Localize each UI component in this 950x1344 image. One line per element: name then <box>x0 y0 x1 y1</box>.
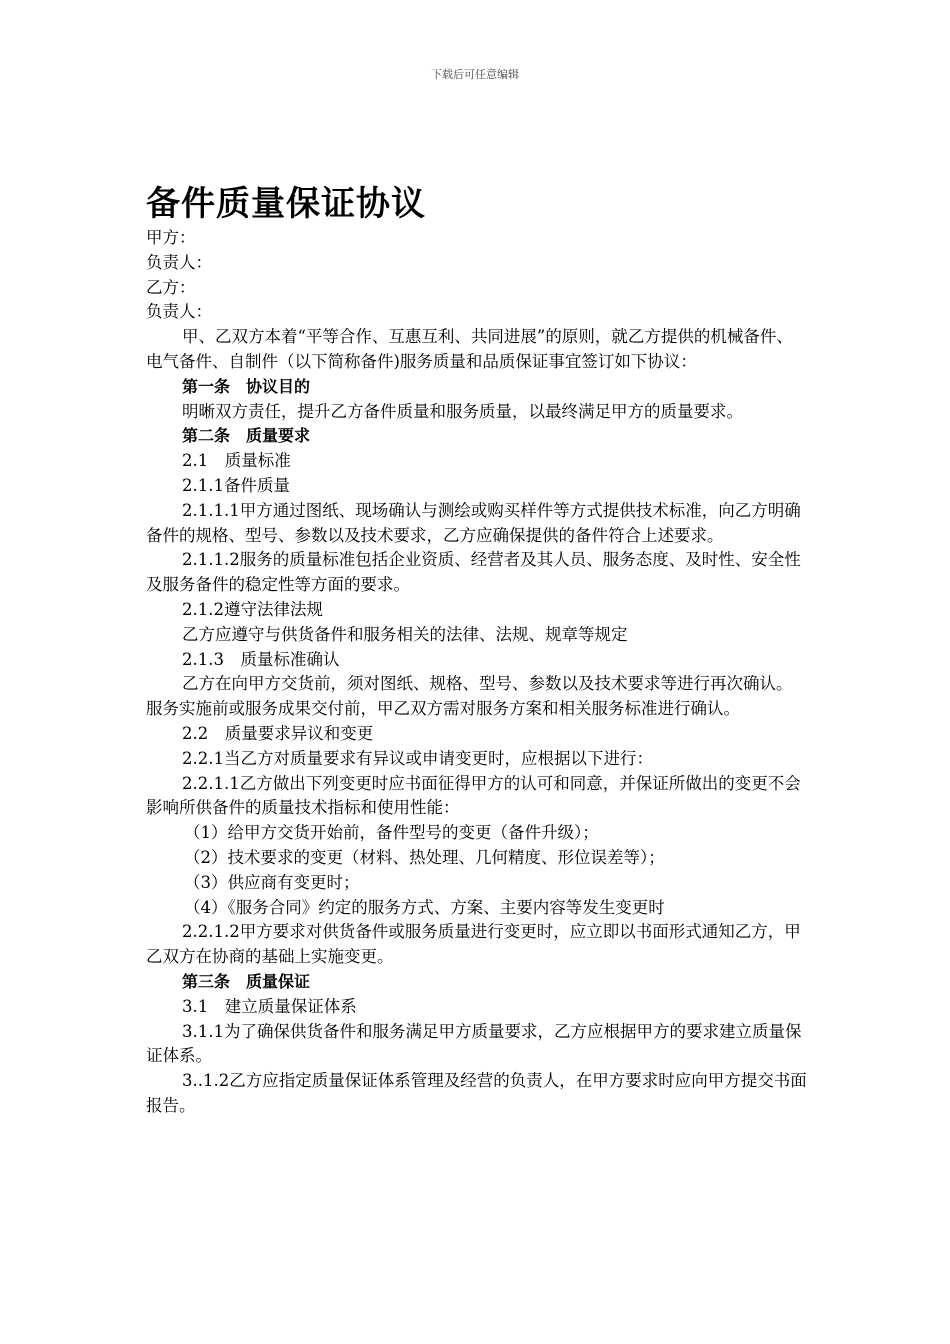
section-2-2-1: 2.2.1当乙方对质量要求有异议或申请变更时，应根据以下进行： <box>182 748 653 768</box>
section-2-2-1-2: 2.2.1.2甲方要求对供货备件或服务质量进行变更时，应立即以书面形式通知乙方，甲乙双方在协商的基础上实施变更。 <box>146 922 801 967</box>
section-2-1-3: 2.1.3 质量标准确认 <box>182 649 340 669</box>
section-3-1: 3.1 建立质量保证体系 <box>182 996 357 1016</box>
list-item: （1）给甲方交货开始前，备件型号的变更（备件升级）； <box>184 823 599 843</box>
section-2-1-2-text: 乙方应遵守与供货备件和服务相关的法律、法规、规章等规定 <box>182 624 628 644</box>
article-1-title: 第一条 协议目的 <box>182 376 311 396</box>
list-item: （2）技术要求的变更（材料、热处理、几何精度、形位误差等）； <box>184 847 665 867</box>
section-2-1-1: 2.1.1备件质量 <box>182 475 290 495</box>
party-a-representative: 负责人： <box>146 252 212 272</box>
section-2-1-3-text: 乙方在向甲方交货前，须对图纸、规格、型号、参数以及技术要求等进行再次确认。服务实施前或服务成果交付前，甲乙双方需对服务方案和相关服务标准进行确认。 <box>146 674 793 719</box>
document-title: 备件质量保证协议 <box>146 184 426 224</box>
party-b: 乙方： <box>146 277 196 297</box>
section-2-1-1-2: 2.1.1.2服务的质量标准包括企业资质、经营者及其人员、服务态度、及时性、安全性及服务备件的稳定性等方面的要求。 <box>146 550 801 595</box>
page-header-note: 下载后可任意编辑 <box>431 68 519 81</box>
preamble: 甲、乙双方本着“平等合作、互惠互利、共同进展”的原则，就乙方提供的机械备件、电气备件、自制件（以下简称备件)服务质量和品质保证事宜签订如下协议： <box>146 327 793 371</box>
section-3-1-2: 3..1.2乙方应指定质量保证体系管理及经营的负责人，在甲方要求时应向甲方提交书面报告。 <box>146 1071 807 1115</box>
section-2-2: 2.2 质量要求异议和变更 <box>182 723 374 743</box>
section-2-2-1-1: 2.2.1.1乙方做出下列变更时应书面征得甲方的认可和同意，并保证所做出的变更不会影响所供备件的质量技术指标和使用性能： <box>146 773 801 818</box>
list-item: （4）《服务合同》约定的服务方式、方案、主要内容等发生变更时 <box>184 897 665 917</box>
section-2-1-label: 2.1 质量标准 <box>182 451 291 471</box>
section-3-1-1: 3.1.1为了确保供货备件和服务满足甲方质量要求，乙方应根据甲方的要求建立质量保证体系。 <box>146 1021 802 1066</box>
section-2-1-1-1: 2.1.1.1甲方通过图纸、现场确认与测绘或购买样件等方式提供技术标准，向乙方明确备件的规格、型号、参数以及技术要求，乙方应确保提供的备件符合上述要求。 <box>146 500 801 545</box>
article-1-text: 明晰双方责任，提升乙方备件质量和服务质量，以最终满足甲方的质量要求。 <box>182 401 743 421</box>
party-b-representative: 负责人： <box>146 302 212 322</box>
document-body <box>146 226 808 1119</box>
section-2-1-2: 2.1.2遵守法律法规 <box>182 599 323 619</box>
article-3-title: 第三条 质量保证 <box>182 971 311 991</box>
party-a: 甲方： <box>146 228 196 247</box>
article-2-title: 第二条 质量要求 <box>182 426 311 446</box>
list-item: （3）供应商有变更时； <box>184 872 360 892</box>
section-2-1 <box>146 449 808 474</box>
